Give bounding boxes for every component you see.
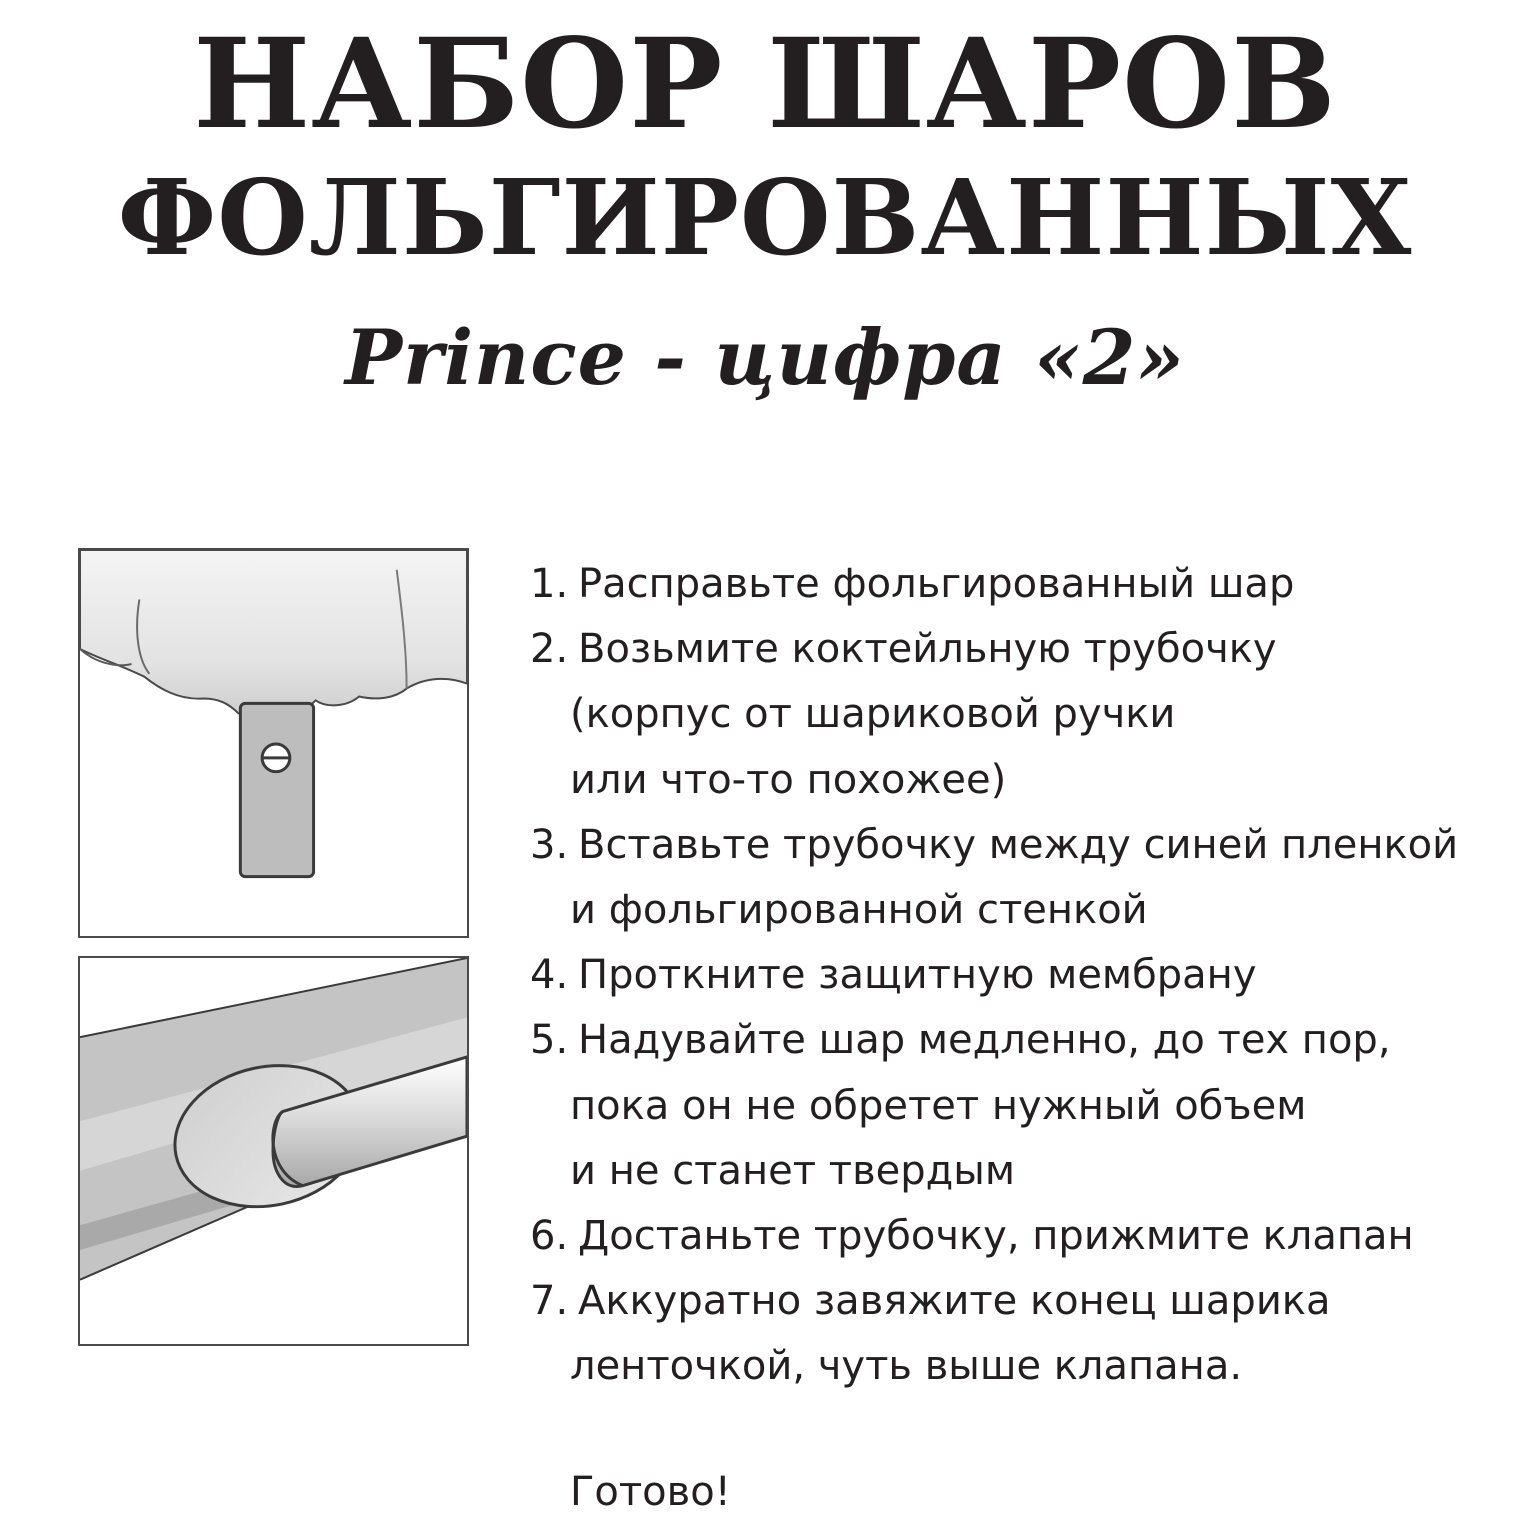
step-text: Расправьте фольгированный шар [578,561,1295,607]
step-2-continuation: (корпус от шариковой ручки [570,691,1176,738]
illustration-straw-insert [78,956,469,1346]
illustration-balloon-valve [78,548,469,938]
step-text: Вставьте трубочку между синей пленкой [578,821,1459,868]
step-3-continuation: и фольгированной стенкой [570,887,1148,934]
step-1 [530,552,1520,617]
title-line-2: ФОЛЬГИРОВАННЫХ [117,156,1413,279]
straw-insert-drawing [80,958,467,1344]
step-number: 7. [530,1278,569,1325]
step-7 [530,1269,1520,1334]
step-number: 3. [530,821,569,868]
step-7-continuation: ленточкой, чуть выше клапана. [570,1343,1243,1390]
instruction-list [530,552,1520,1400]
step-3 [530,813,1520,878]
valve-strip [240,703,313,876]
step-number: 1. [530,561,569,607]
step-6 [530,1204,1520,1269]
step-number: 5. [530,1017,569,1064]
step-2 [530,617,1520,682]
title-line-1: НАБОР ШАРОВ [193,12,1337,157]
step-number: 4. [530,952,569,999]
step-2-continuation: или что-то похожее) [570,756,1007,803]
step-text: Достаньте трубочку, прижмите клапан [578,1213,1414,1260]
done-text: Готово! [570,1469,731,1515]
step-5-continuation: пока он не обретет нужный объем [570,1082,1307,1129]
step-number: 6. [530,1213,569,1260]
balloon-valve-drawing [80,550,467,936]
step-5 [530,1008,1520,1073]
step-text: Надувайте шар медленно, до тех пор, [578,1017,1391,1064]
step-text: Возьмите коктейльную трубочку [578,626,1277,673]
step-5-continuation: и не станет твердым [570,1147,1016,1194]
subtitle: Prince - цифра «2» [345,313,1185,402]
step-number: 2. [530,626,569,673]
step-4 [530,943,1520,1008]
step-text: Проткните защитную мембрану [578,952,1257,999]
step-text: Аккуратно завяжите конец шарика [578,1278,1331,1325]
